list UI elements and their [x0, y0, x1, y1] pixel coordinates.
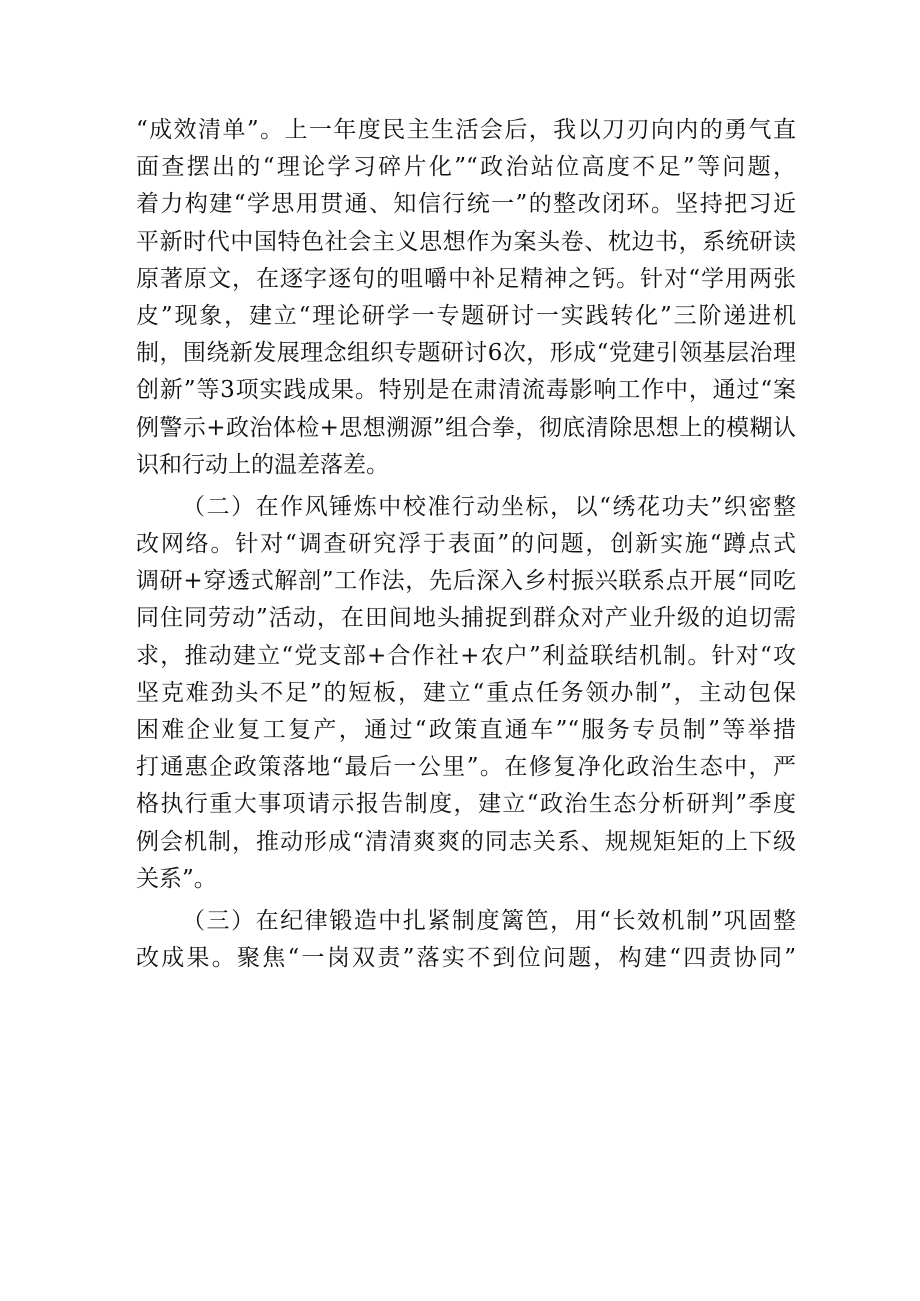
text-line: “成效清单”。上一年度民主生活会后，我以刀刃向内的勇气直 — [136, 117, 796, 143]
paragraph-1 — [136, 112, 796, 484]
text-line-first: （三）在纪律锻造中扎紧制度篱笆，用“长效机制”巩固整 — [182, 907, 796, 934]
text-line: 困难企业复工复产，通过“政策直通车”“服务专员制”等举措 — [136, 717, 796, 743]
paragraph-2 — [136, 489, 796, 898]
text-line: 皮”现象，建立“理论研学一专题研讨一实践转化”三阶递进机 — [136, 302, 796, 329]
text-line-last: 关系”。 — [136, 865, 217, 892]
text-line-last: 识和行动上的温差落差。 — [136, 451, 389, 478]
text-line: 着力构建“学思用贯通、知信行统一”的整改闭环。坚持把习近 — [136, 191, 796, 218]
text-line: 格执行重大事项请示报告制度，建立“政治生态分析研判”季度 — [136, 791, 796, 818]
document-page — [136, 112, 796, 977]
text-line: 平新时代中国特色社会主义思想作为案头卷、枕边书，系统研读 — [136, 228, 796, 255]
text-line: 改成果。聚焦“一岗双责”落实不到位问题，构建“四责协同” — [136, 945, 796, 972]
text-line: 打通惠企政策落地“最后一公里”。在修复净化政治生态中，严 — [136, 754, 796, 781]
text-line: 例警示+政治体检+思想溯源”组合拳，彻底清除思想上的模糊认 — [136, 414, 796, 441]
paragraph-3 — [136, 903, 796, 977]
text-line: 制，围绕新发展理念组织专题研讨6次，形成“党建引领基层治理 — [136, 340, 796, 367]
text-line: 创新”等3项实践成果。特别是在肃清流毒影响工作中，通过“案 — [136, 377, 796, 404]
text-line: 改网络。针对“调查研究浮于表面”的问题，创新实施“蹲点式 — [136, 531, 796, 558]
text-line-first: （二）在作风锤炼中校准行动坐标，以“绣花功夫”织密整 — [182, 493, 796, 520]
text-line: 坚克难劲头不足”的短板，建立“重点任务领办制”，主动包保 — [136, 679, 796, 706]
text-line: 调研+穿透式解剖”工作法，先后深入乡村振兴联系点开展“同吃 — [136, 568, 796, 595]
text-line: 面查摆出的“理论学习碎片化”“政治站位高度不足”等问题， — [136, 154, 796, 181]
text-line: 例会机制，推动形成“清清爽爽的同志关系、规规矩矩的上下级 — [136, 828, 796, 855]
text-line: 原著原文，在逐字逐句的咀嚼中补足精神之钙。针对“学用两张 — [136, 265, 796, 292]
text-line: 求，推动建立“党支部+合作社+农户”利益联结机制。针对“攻 — [136, 642, 796, 669]
text-line: 同住同劳动”活动，在田间地头捕捉到群众对产业升级的迫切需 — [136, 605, 796, 632]
